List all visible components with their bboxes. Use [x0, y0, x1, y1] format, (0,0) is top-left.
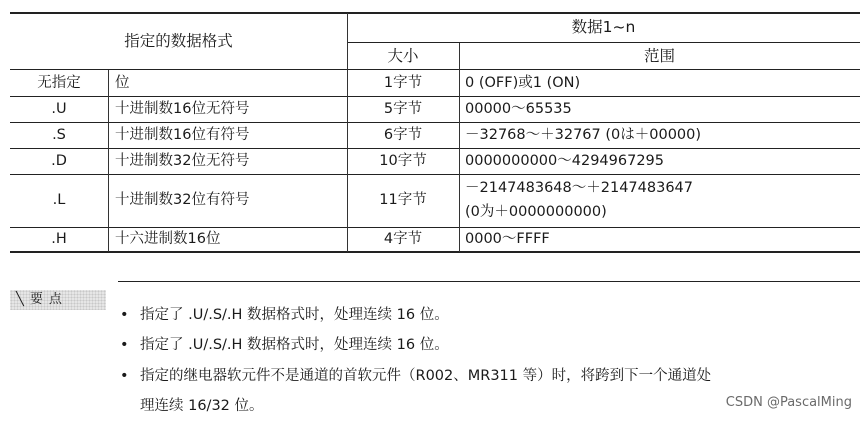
- header-bottom-line: [10, 69, 860, 70]
- row-desc: 位: [115, 75, 130, 91]
- bullet-icon: •: [120, 368, 129, 384]
- row-line-2: [10, 122, 860, 123]
- row-line-3: [10, 148, 860, 149]
- header-format: 指定的数据格式: [124, 32, 233, 50]
- note-text: 指定了 .U/.S/.H 数据格式时，处理连续 16 位。: [140, 337, 449, 353]
- note-text: 指定了 .U/.S/.H 数据格式时，处理连续 16 位。: [140, 307, 449, 323]
- table-top-border: [10, 12, 860, 14]
- row-range: －2147483648～＋2147483647: [465, 180, 694, 196]
- col-divider-range: [459, 43, 460, 252]
- row-line-5: [10, 227, 860, 228]
- row-size: 1字节: [383, 75, 423, 91]
- row-range: 0 (OFF)或1 (ON): [465, 75, 581, 91]
- header-range: 范围: [643, 47, 675, 65]
- row-range: 0000000000～4294967295: [465, 153, 665, 169]
- col-divider-desc: [108, 70, 109, 252]
- subheader-line: [347, 42, 860, 43]
- row-code: .S: [52, 127, 66, 143]
- note-text: 指定的继电器软元件不是通道的首软元件（R002、MR311 等）时，将跨到下一个通道处: [140, 368, 712, 384]
- row-desc: 十进制数16位有符号: [115, 127, 250, 143]
- row-line-1: [10, 96, 860, 97]
- note-item: [120, 335, 449, 355]
- row-size: 4字节: [383, 231, 423, 247]
- pencil-icon: ╲: [16, 292, 24, 307]
- bullet-icon: •: [120, 337, 129, 353]
- row-size: 10字节: [379, 153, 427, 169]
- row-code: 无指定: [37, 75, 81, 91]
- notes-divider: [118, 281, 860, 282]
- row-code: .D: [51, 153, 67, 169]
- row-desc: 十六进制数16位: [115, 231, 221, 247]
- note-item-continuation: [120, 396, 264, 416]
- row-line-4: [10, 174, 860, 175]
- row-range: 0000～FFFF: [465, 231, 550, 247]
- note-text: 理连续 16/32 位。: [140, 398, 264, 414]
- notes-label-box: [10, 290, 106, 310]
- row-range: －32768～＋32767 (0は＋00000): [465, 127, 702, 143]
- row-range: 00000～65535: [465, 101, 572, 117]
- row-desc: 十进制数16位无符号: [115, 101, 250, 117]
- row-code: .U: [51, 101, 67, 117]
- note-item: [120, 305, 449, 325]
- row-code: .L: [52, 192, 66, 208]
- note-item: [120, 366, 711, 386]
- notes-label: 要点: [29, 292, 68, 307]
- row-desc: 十进制数32位有符号: [115, 192, 250, 208]
- table-bottom-border: [10, 251, 860, 253]
- row-desc: 十进制数32位无符号: [115, 153, 250, 169]
- row-size: 5字节: [383, 101, 423, 117]
- watermark: CSDN @PascalMing: [725, 395, 852, 410]
- row-code: .H: [51, 231, 67, 247]
- row-range-note: (0为＋0000000000): [465, 204, 607, 220]
- header-size: 大小: [387, 47, 419, 65]
- row-size: 11字节: [379, 192, 427, 208]
- bullet-icon: •: [120, 307, 129, 323]
- header-data-group: 数据1~n: [571, 18, 636, 36]
- row-size: 6字节: [383, 127, 423, 143]
